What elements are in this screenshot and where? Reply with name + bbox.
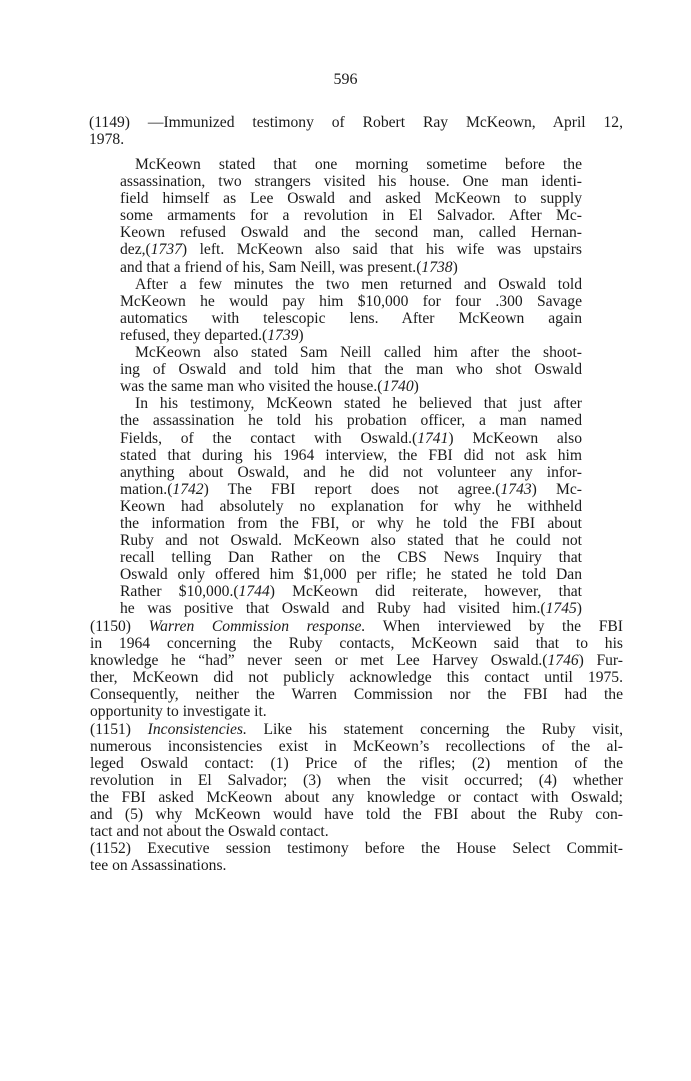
- text-line: [120, 412, 582, 429]
- text-line: [120, 378, 582, 395]
- text-segment: the FBI asked McKeown about any knowledge or contact with Oswald;: [90, 788, 623, 806]
- text-segment: After a few minutes the two men returned and Oswald told: [135, 275, 582, 293]
- text-line: [90, 686, 623, 703]
- text-segment: (1149) —Immunized testimony of Robert Ray McKeown, April 12,: [89, 114, 623, 131]
- text-segment: dez,(: [120, 241, 151, 259]
- text-line: [120, 481, 582, 498]
- text-segment: anything about Oswald, and he did not volunteer any infor-: [120, 463, 582, 481]
- text-segment: ): [298, 326, 304, 344]
- text-segment: assassination, two strangers visited his house. One man identi-: [120, 173, 582, 191]
- text-line: [120, 430, 582, 447]
- text-segment: ): [413, 378, 419, 396]
- text-segment: knowledge he “had” never seen or met Lee Harvey Oswald.(: [90, 652, 548, 670]
- text-segment: ) left. McKeown also said that his wife was upstairs: [181, 241, 582, 259]
- text-segment: ther, McKeown did not publicly acknowledge this contact until 1975.: [90, 669, 623, 687]
- text-segment: and (5) why McKeown would have told the FBI about the Ruby con-: [90, 806, 623, 824]
- text-segment: Fields, of the contact with Oswald.(: [120, 429, 418, 447]
- text-line: [89, 114, 623, 131]
- text-line: [120, 310, 582, 327]
- text-line: [90, 840, 623, 857]
- text-line: [120, 464, 582, 481]
- text-line: [120, 276, 582, 293]
- text-segment: Keown had absolutely no explanation for why he withheld: [120, 497, 582, 515]
- text-segment: and that a friend of his, Sam Neill, was present.(: [120, 258, 422, 276]
- italic-text: Inconsistencies.: [147, 720, 247, 738]
- text-line: [90, 635, 623, 652]
- italic-text: Warren Commission response.: [148, 618, 366, 635]
- text-segment: opportunity to investigate it.: [90, 703, 267, 721]
- text-segment: tee on Assassinations.: [90, 857, 227, 875]
- text-segment: mation.(: [120, 480, 173, 498]
- text-line: [120, 498, 582, 515]
- text-line: [120, 293, 582, 310]
- text-line: [120, 447, 582, 464]
- text-segment: Rather $10,000.(: [120, 583, 239, 601]
- text-segment: ing of Oswald and told him that the man who shot Oswald: [120, 361, 582, 379]
- text-line: [90, 823, 623, 840]
- quoted-testimony-block: [120, 156, 582, 618]
- italic-text: 1740: [382, 378, 414, 396]
- text-line: [90, 772, 623, 789]
- text-line: [90, 618, 623, 635]
- text-line: [90, 755, 623, 772]
- text-line: [120, 549, 582, 566]
- text-line: [120, 583, 582, 600]
- text-segment: ): [576, 600, 582, 618]
- italic-text: 1741: [417, 429, 449, 447]
- text-segment: ) Fur-: [578, 652, 623, 670]
- text-line: [120, 190, 582, 207]
- text-segment: some armaments for a revolution in El Salvador. After Mc-: [120, 207, 582, 225]
- text-line: [90, 669, 623, 686]
- footnote-1149: [89, 114, 623, 148]
- text-segment: Ruby and not Oswald. McKeown also stated that he could not: [120, 532, 582, 550]
- text-line: [90, 789, 623, 806]
- text-segment: (1150): [90, 618, 149, 635]
- italic-text: 1744: [238, 583, 270, 601]
- text-segment: ) The FBI report does not agree.(: [203, 480, 501, 498]
- text-line: [120, 361, 582, 378]
- text-line: [120, 207, 582, 224]
- text-segment: Keown refused Oswald and the second man, called Hernan-: [120, 224, 582, 242]
- italic-text: 1739: [267, 326, 299, 344]
- text-line: [120, 515, 582, 532]
- text-segment: revolution in El Salvador; (3) when the visit occurred; (4) whether: [90, 771, 623, 789]
- text-segment: McKeown stated that one morning sometime before the: [135, 156, 582, 173]
- text-segment: refused, they departed.(: [120, 326, 268, 344]
- text-segment: McKeown also stated Sam Neill called him after the shoot-: [135, 344, 582, 362]
- text-segment: Oswald only offered him $1,000 per rifle; he stated he told Dan: [120, 566, 582, 584]
- text-segment: 1978.: [89, 131, 125, 149]
- footnotes-1150-1152: [90, 618, 623, 874]
- text-line: [90, 703, 623, 720]
- text-segment: In his testimony, McKeown stated he believed that just after: [135, 395, 582, 413]
- text-segment: ): [452, 258, 458, 276]
- text-segment: the assassination he told his probation officer, a man named: [120, 412, 582, 430]
- text-segment: McKeown he would pay him $10,000 for four .300 Savage: [120, 292, 582, 310]
- text-line: [120, 532, 582, 549]
- page-number: 596: [333, 71, 358, 88]
- text-segment: he was positive that Oswald and Ruby had visited him.(: [120, 600, 546, 618]
- text-segment: ) McKeown did reiterate, however, that: [269, 583, 582, 601]
- text-segment: Consequently, neither the Warren Commission nor the FBI had the: [90, 686, 623, 704]
- text-line: [120, 327, 582, 344]
- italic-text: 1745: [545, 600, 577, 618]
- text-segment: numerous inconsistencies exist in McKeown’s recollections of the al-: [90, 737, 623, 755]
- text-line: [90, 721, 623, 738]
- text-segment: Like his statement concerning the Ruby visit,: [246, 720, 623, 738]
- italic-text: 1746: [547, 652, 579, 670]
- text-segment: in 1964 concerning the Ruby contacts, McKeown said that to his: [90, 635, 623, 653]
- italic-text: 1737: [150, 241, 182, 259]
- text-line: [120, 395, 582, 412]
- text-line: [90, 857, 623, 874]
- italic-text: 1742: [172, 480, 204, 498]
- text-segment: When interviewed by the FBI: [365, 618, 623, 635]
- text-segment: automatics with telescopic lens. After McKeown again: [120, 309, 582, 327]
- text-line: [120, 344, 582, 361]
- text-line: [120, 600, 582, 617]
- text-line: [120, 259, 582, 276]
- text-segment: (1151): [90, 720, 148, 738]
- text-segment: the information from the FBI, or why he told the FBI about: [120, 514, 582, 532]
- text-line: [90, 806, 623, 823]
- text-segment: tact and not about the Oswald contact.: [90, 823, 329, 841]
- text-segment: stated that during his 1964 interview, the FBI did not ask him: [120, 446, 582, 464]
- italic-text: 1743: [500, 480, 532, 498]
- text-line: [90, 652, 623, 669]
- text-segment: leged Oswald contact: (1) Price of the rifles; (2) mention of the: [90, 754, 623, 772]
- text-line: [120, 241, 582, 258]
- text-line: [120, 566, 582, 583]
- text-line: [90, 738, 623, 755]
- text-segment: (1152) Executive session testimony before the House Select Commit-: [90, 840, 623, 858]
- text-segment: ) Mc-: [531, 480, 582, 498]
- text-line: [89, 131, 623, 148]
- text-line: [120, 224, 582, 241]
- text-segment: was the same man who visited the house.(: [120, 378, 383, 396]
- text-segment: recall telling Dan Rather on the CBS News Inquiry that: [120, 549, 582, 567]
- text-line: [120, 156, 582, 173]
- italic-text: 1738: [421, 258, 453, 276]
- text-segment: ) McKeown also: [448, 429, 582, 447]
- text-segment: field himself as Lee Oswald and asked McKeown to supply: [120, 190, 582, 208]
- text-line: [120, 173, 582, 190]
